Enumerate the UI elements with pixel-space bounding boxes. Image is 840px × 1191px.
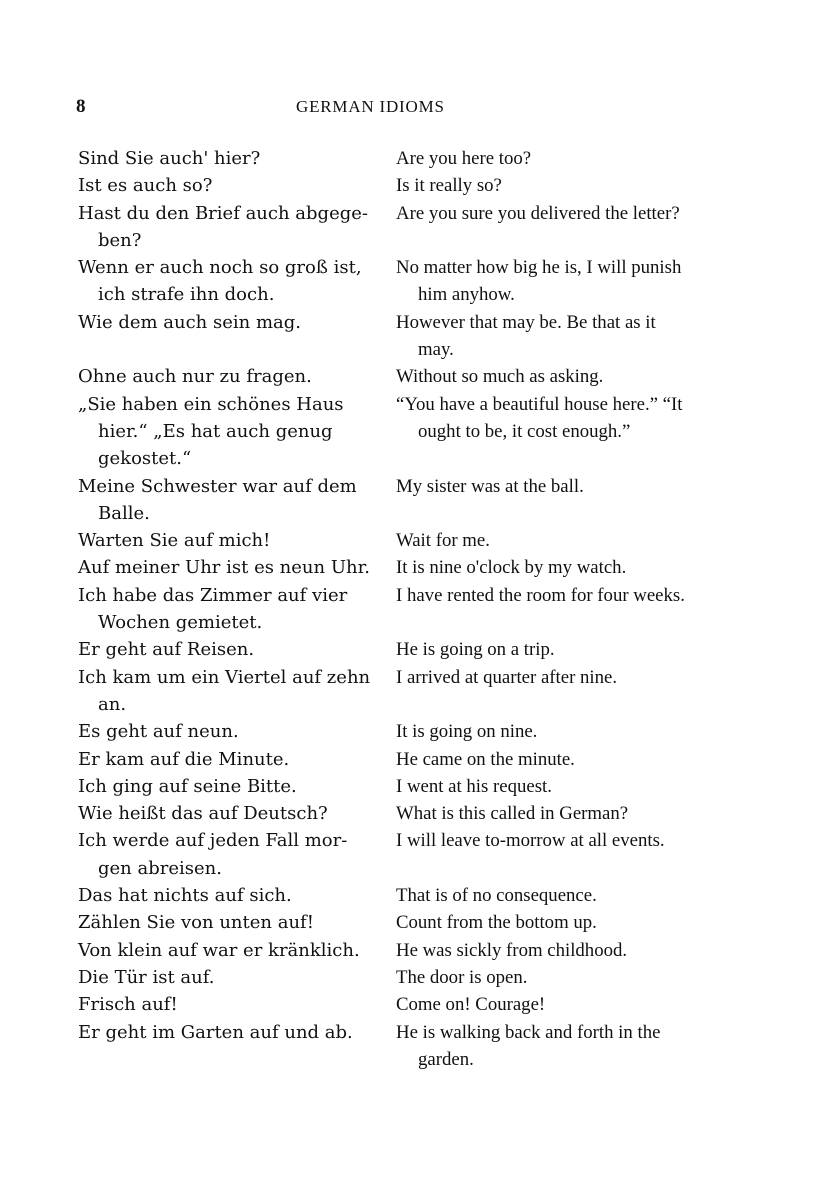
german-phrase: Ich kam um ein Viertel auf zehn an. [78, 666, 371, 715]
page-number: 8 [76, 96, 86, 117]
german-phrase: Wenn er auch noch so groß ist, ich strafe ihn doch. [78, 257, 362, 306]
idiom-row [78, 664, 688, 719]
english-translation: Are you here too? [396, 148, 532, 169]
german-phrase: Er kam auf die Minute. [78, 748, 290, 770]
english-translation: It is going on nine. [396, 721, 538, 743]
german-phrase: Ich werde auf jeden Fall mor- gen abreisen. [78, 830, 348, 879]
idiom-row [78, 746, 688, 773]
english-translation: Count from the bottom up. [396, 912, 597, 934]
idiom-row [78, 554, 688, 581]
english-translation: Come on! Courage! [396, 994, 546, 1016]
german-phrase: „Sie haben ein schönes Haus hier.“ „Es hat auch genug gekostet.“ [78, 393, 344, 470]
german-phrase: Frisch auf! [78, 994, 178, 1016]
german-phrase: Ich habe das Zimmer auf vier Wochen gemietet. [78, 584, 348, 634]
english-translation: He came on the minute. [396, 748, 575, 770]
idiom-row [78, 254, 688, 309]
idiom-table [78, 145, 688, 1073]
english-translation: He is walking back and forth in the garden. [396, 1021, 661, 1070]
german-phrase: Es geht auf neun. [78, 721, 239, 743]
english-translation: Without so much as asking. [396, 366, 604, 388]
english-translation: My sister was at the ball. [396, 475, 584, 497]
idiom-row [78, 800, 688, 827]
german-phrase: Das hat nichts auf sich. [78, 885, 292, 907]
english-translation: “You have a beautiful house here.” “It ought to be, it cost enough.” [396, 393, 683, 442]
english-translation: I went at his request. [396, 775, 552, 797]
german-phrase: Warten Sie auf mich! [78, 530, 271, 552]
german-phrase: Auf meiner Uhr ist es neun Uhr. [78, 557, 370, 579]
idiom-row [78, 309, 688, 364]
idiom-row [78, 145, 688, 172]
english-translation: I have rented the room for four weeks. [396, 584, 685, 606]
german-phrase: Wie dem auch sein mag. [78, 311, 302, 333]
german-phrase: Hast du den Brief auch abgege- ben? [78, 202, 368, 251]
idiom-row [78, 172, 688, 199]
idiom-row [78, 473, 688, 528]
english-translation: What is this called in German? [396, 803, 629, 825]
idiom-row [78, 1019, 688, 1074]
idiom-row [78, 363, 688, 390]
german-phrase: Er geht im Garten auf und ab. [78, 1021, 353, 1043]
idiom-row [78, 636, 688, 663]
english-translation: No matter how big he is, I will punish him anyhow. [396, 257, 682, 306]
idiom-row [78, 391, 688, 473]
english-translation: Is it really so? [396, 175, 502, 197]
english-translation: I arrived at quarter after nine. [396, 666, 618, 688]
german-phrase: Sind Sie auch' hier? [78, 148, 261, 169]
idiom-row [78, 827, 688, 882]
english-translation: That is of no consequence. [396, 885, 597, 907]
idiom-row [78, 991, 688, 1018]
german-phrase: Ich ging auf seine Bitte. [78, 775, 297, 797]
running-title: GERMAN IDIOMS [296, 97, 445, 116]
english-translation: However that may be. Be that as it may. [396, 311, 656, 361]
english-translation: He was sickly from childhood. [396, 939, 628, 961]
german-phrase: Wie heißt das auf Deutsch? [78, 803, 328, 825]
idiom-row [78, 718, 688, 745]
german-phrase: Meine Schwester war auf dem Balle. [78, 475, 357, 524]
english-translation: He is going on a trip. [396, 639, 555, 661]
english-translation: Wait for me. [396, 530, 490, 552]
idiom-row [78, 773, 688, 800]
idiom-row [78, 964, 688, 991]
german-phrase: Die Tür ist auf. [78, 966, 215, 988]
english-translation: Are you sure you delivered the letter? [396, 202, 680, 224]
english-translation: It is nine o'clock by my watch. [396, 557, 627, 579]
page-header [70, 96, 770, 120]
idiom-row [78, 937, 688, 964]
idiom-row [78, 527, 688, 554]
english-translation: I will leave to-morrow at all events. [396, 830, 665, 852]
german-phrase: Zählen Sie von unten auf! [78, 912, 314, 934]
idiom-row [78, 582, 688, 637]
german-phrase: Er geht auf Reisen. [78, 639, 255, 661]
idiom-row [78, 882, 688, 909]
english-translation: The door is open. [396, 966, 528, 988]
idiom-row [78, 909, 688, 936]
german-phrase: Ohne auch nur zu fragen. [78, 366, 312, 388]
idiom-row [78, 200, 688, 255]
german-phrase: Von klein auf war er kränklich. [78, 939, 360, 961]
german-phrase: Ist es auch so? [78, 175, 213, 197]
